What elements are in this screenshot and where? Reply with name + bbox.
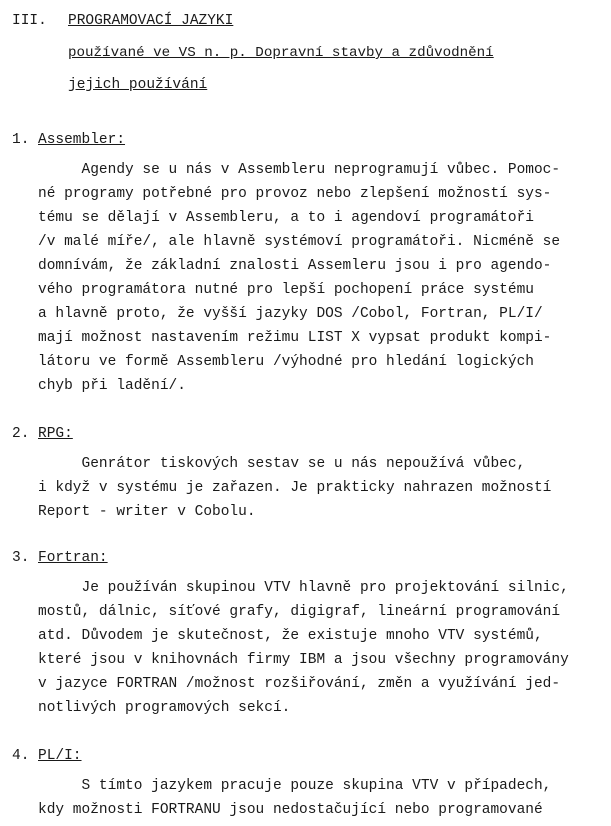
section-body-line: látoru ve formě Assembleru /výhodné pro hledání logických: [38, 354, 534, 370]
section-number: 3.: [12, 550, 30, 566]
chapter-subtitle-line-2: jejich používání: [68, 77, 208, 93]
section-number: 2.: [12, 426, 30, 442]
section-title: RPG:: [38, 426, 73, 442]
section-body-line: kdy možnosti FORTRANU jsou nedostačující nebo programované: [38, 802, 543, 818]
section-body-line: které jsou v knihovnách firmy IBM a jsou všechny programovány: [38, 652, 569, 668]
section-body-line: v jazyce FORTRAN /možnost rozšiřování, změn a využívání jed-: [38, 676, 561, 692]
section-body-line: Genrátor tiskových sestav se u nás nepoužívá vůbec,: [38, 456, 526, 472]
section-body-line: atd. Důvodem je skutečnost, že existuje mnoho VTV systémů,: [38, 628, 543, 644]
section-body-line: vého programátora nutné pro lepší pochopení práce systému: [38, 282, 534, 298]
section-body-line: mají možnost nastavením režimu LIST X vypsat produkt kompi-: [38, 330, 552, 346]
chapter-number: III.: [12, 13, 47, 29]
section-title: Fortran:: [38, 550, 108, 566]
section-number: 4.: [12, 748, 30, 764]
section-body-line: tému se dělají v Assembleru, a to i agendoví programátoři: [38, 210, 534, 226]
section-number: 1.: [12, 132, 30, 148]
section-body-line: domnívám, že základní znalosti Assemleru jsou i pro agendo-: [38, 258, 552, 274]
section-body-line: S tímto jazykem pracuje pouze skupina VTV v případech,: [38, 778, 552, 794]
section-body-line: Je používán skupinou VTV hlavně pro projektování silnic,: [38, 580, 569, 596]
chapter-title: PROGRAMOVACÍ JAZYKI: [68, 13, 234, 29]
section-title: Assembler:: [38, 132, 126, 148]
section-body-line: notlivých programových sekcí.: [38, 700, 291, 716]
section-body-line: né programy potřebné pro provoz nebo zlepšení možností sys-: [38, 186, 552, 202]
section-body-line: a hlavně proto, že vyšší jazyky DOS /Cobol, Fortran, PL/I/: [38, 306, 543, 322]
section-body-line: mostů, dálnic, síťové grafy, digigraf, lineární programování: [38, 604, 561, 620]
section-body-line: Agendy se u nás v Assembleru neprogramují vůbec. Pomoc-: [38, 162, 561, 178]
section-title: PL/I:: [38, 748, 82, 764]
section-body-line: chyb při ladění/.: [38, 378, 186, 394]
section-body-line: /v malé míře/, ale hlavně systémoví programátoři. Nicméně se: [38, 234, 561, 250]
section-body-line: i když v systému je zařazen. Je prakticky nahrazen možností: [38, 480, 552, 496]
section-body-line: Report - writer v Cobolu.: [38, 504, 256, 520]
chapter-subtitle-line-1: používané ve VS n. p. Dopravní stavby a zdůvodnění: [68, 45, 494, 61]
